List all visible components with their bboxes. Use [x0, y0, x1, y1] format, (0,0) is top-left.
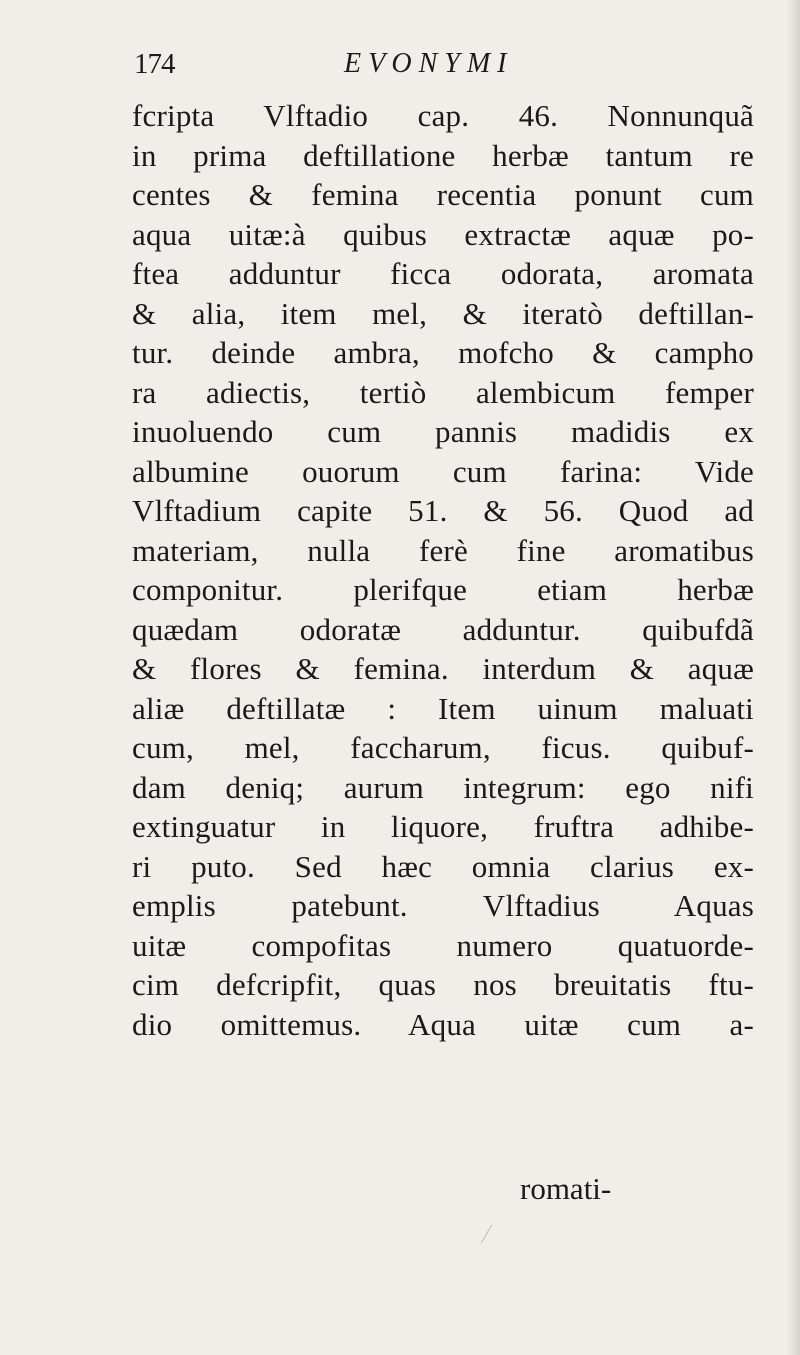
- text-line: dam deniq; aurum integrum: ego nifi: [132, 769, 754, 805]
- text-line: extinguatur in liquore, fruftra adhibe-: [132, 809, 754, 844]
- text-line: tur. deinde ambra, mofcho & campho: [132, 335, 754, 370]
- text-line: dio omittemus. Aqua uitæ cum a-: [132, 1006, 754, 1042]
- body-text: [132, 96, 762, 1044]
- text-line: materiam, nulla ferè fine aromatibus: [132, 532, 754, 568]
- running-head: EVONYMI: [344, 48, 514, 79]
- text-line: ri puto. Sed hæc omnia clarius ex-: [132, 848, 754, 884]
- ink-mark: [481, 1225, 506, 1243]
- text-line: quædam odoratæ adduntur. quibufdã: [132, 611, 754, 647]
- text-line: uitæ compofitas numero quatuorde-: [132, 927, 754, 963]
- text-line: inuoluendo cum pannis madidis ex: [132, 414, 754, 449]
- text-line: in prima deftillatione herbæ tantum re: [132, 137, 754, 173]
- page-edge-shadow: [786, 0, 800, 1355]
- text-line: Vlftadium capite 51. & 56. Quod ad: [132, 493, 754, 528]
- text-line: componitur. plerifque etiam herbæ: [132, 572, 754, 607]
- text-line: ftea adduntur ficca odorata, aromata: [132, 256, 754, 291]
- text-line: fcripta Vlftadio cap. 46. Nonnunquã: [132, 98, 754, 133]
- text-line: centes & femina recentia ponunt cum: [132, 177, 754, 212]
- page-header: [134, 44, 694, 88]
- page-number: 174: [134, 48, 175, 80]
- text-line: cum, mel, faccharum, ficus. quibuf-: [132, 730, 754, 765]
- catchword: romati-: [520, 1171, 612, 1206]
- text-line: cim defcripfit, quas nos breuitatis ftu-: [132, 967, 754, 1002]
- text-line: aqua uitæ:à quibus extractæ aquæ po-: [132, 216, 754, 252]
- text-line: emplis patebunt. Vlftadius Aquas: [132, 888, 754, 923]
- text-line: ra adiectis, tertiò alembicum femper: [132, 374, 754, 410]
- text-line: aliæ deftillatæ : Item uinum maluati: [132, 690, 754, 726]
- text-line: & alia, item mel, & iteratò deftillan-: [132, 295, 754, 331]
- text-line: albumine ouorum cum farina: Vide: [132, 453, 754, 489]
- text-line: & flores & femina. interdum & aquæ: [132, 651, 754, 686]
